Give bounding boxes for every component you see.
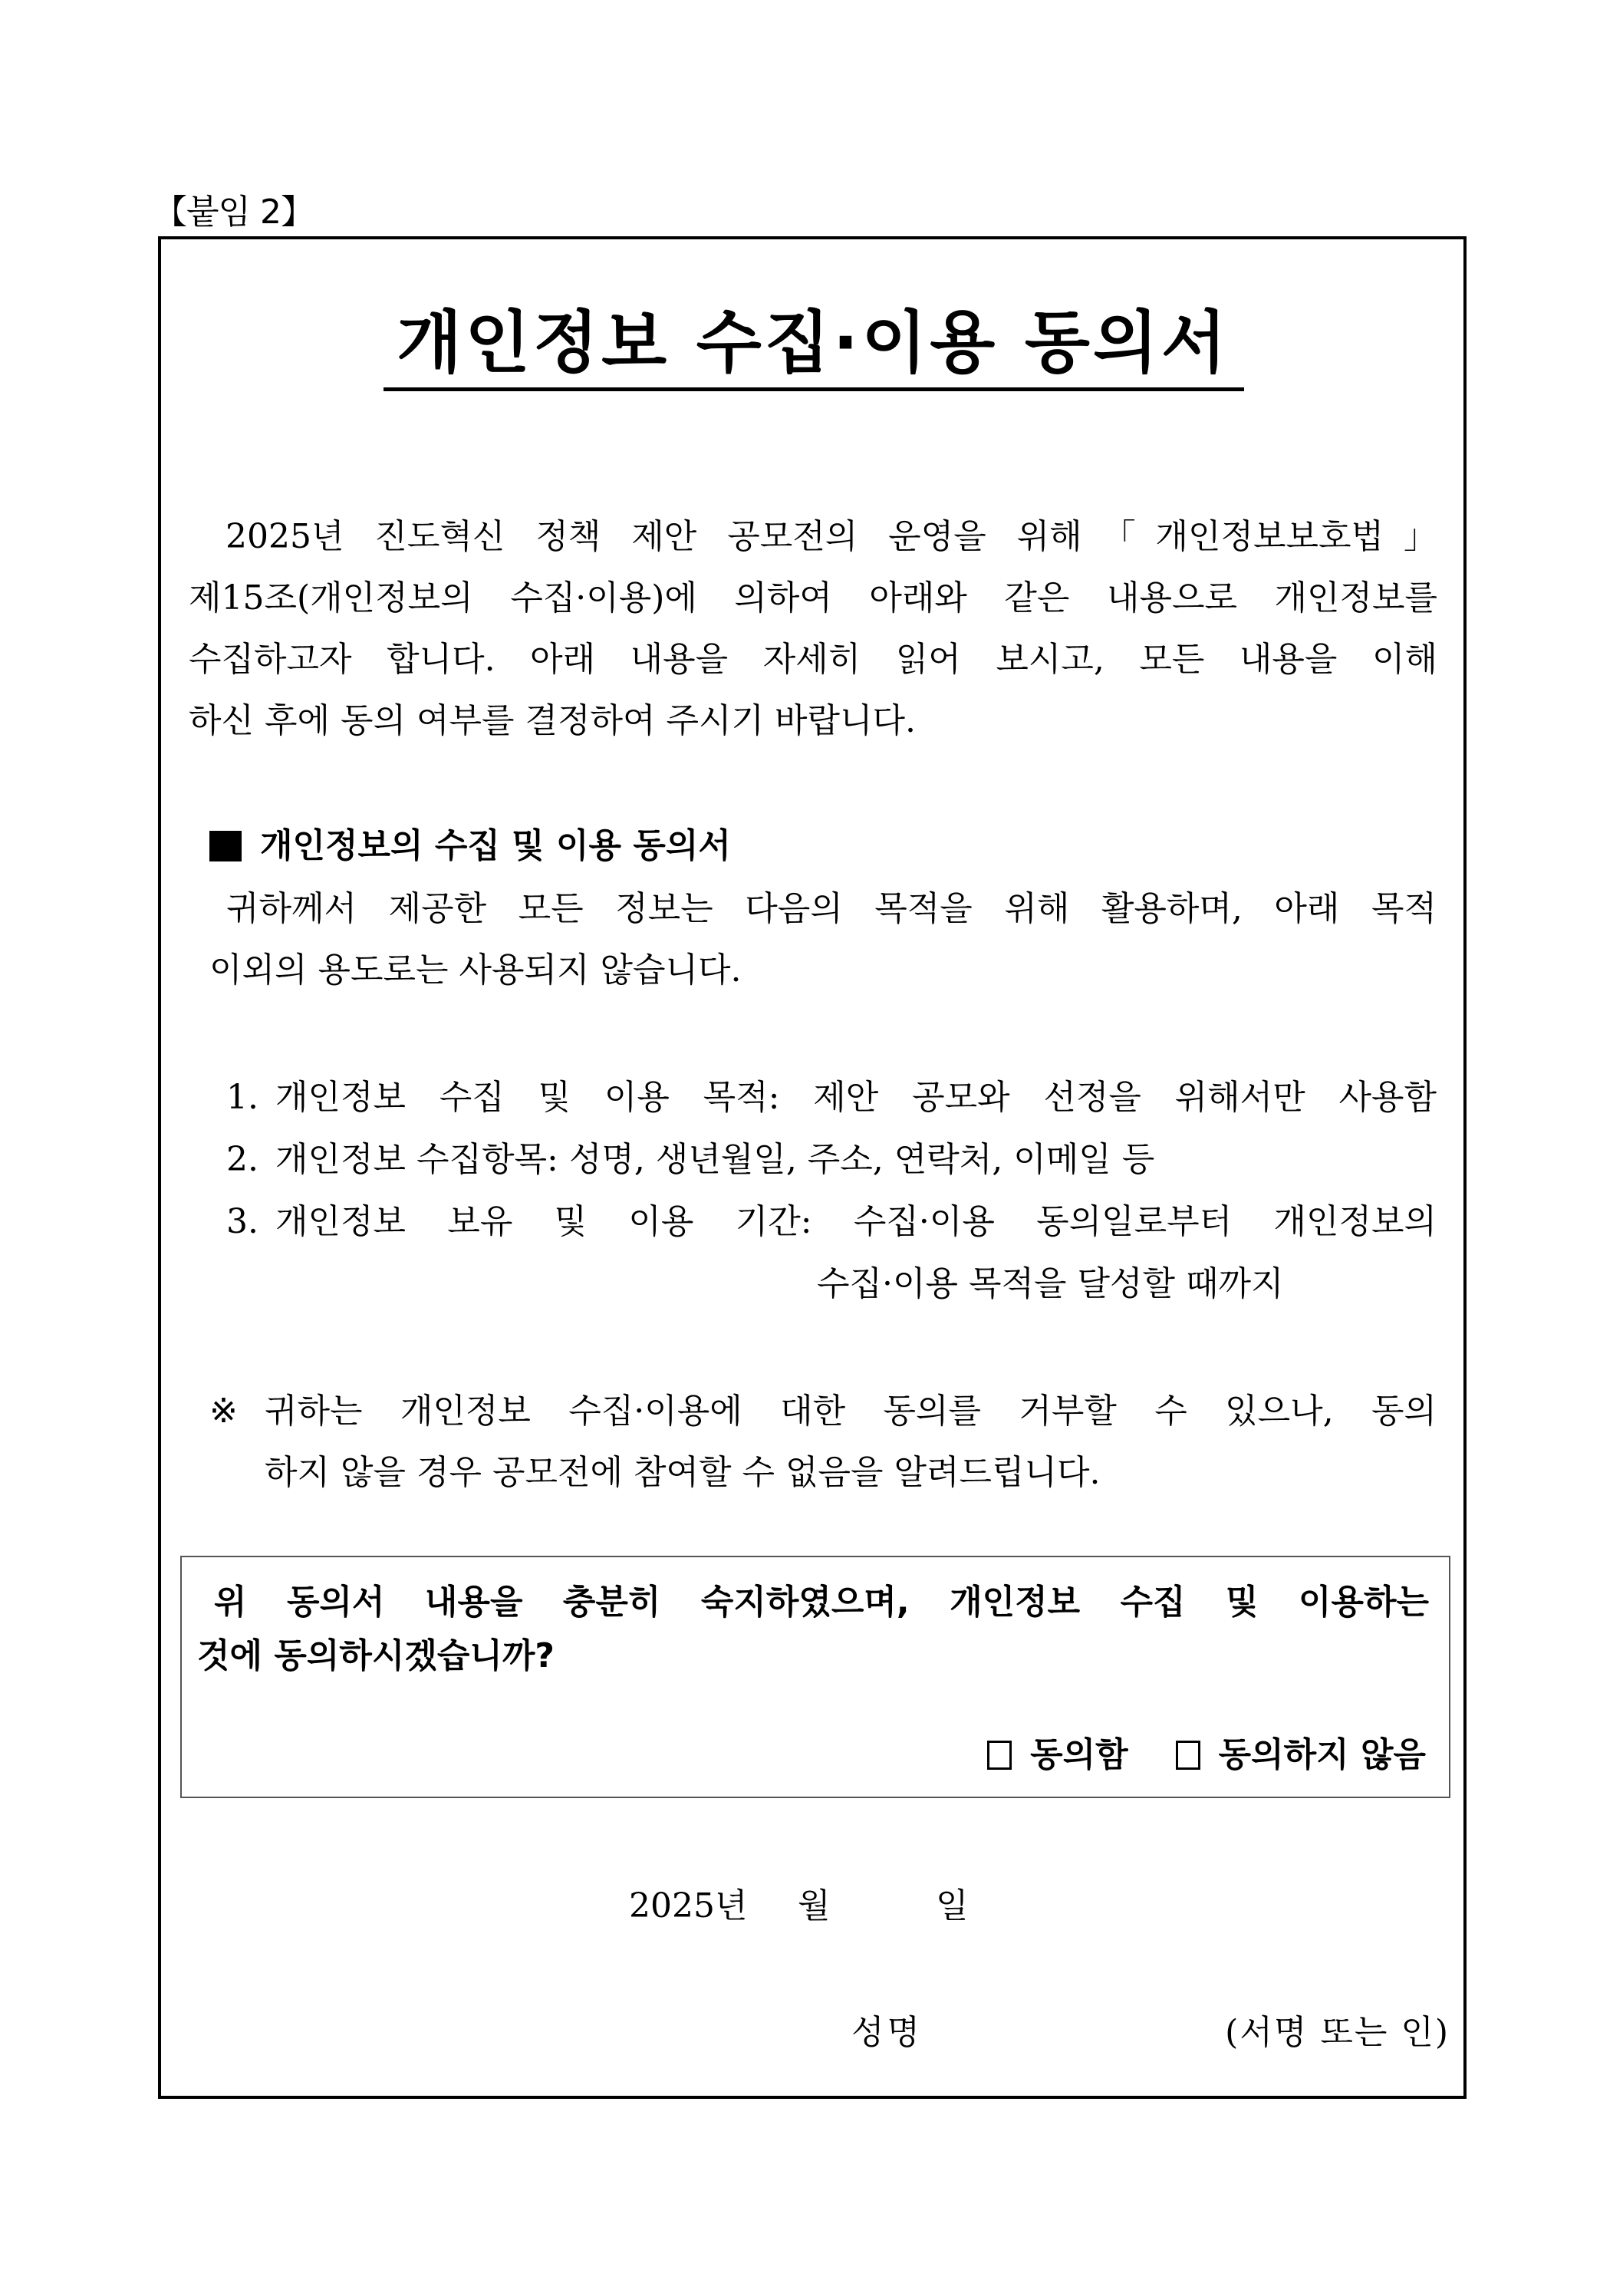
agree-option[interactable] [987,1732,1128,1778]
attachment-label: 【붙임 2】 [153,193,314,232]
date-day-field[interactable]: 일 [936,1886,969,1925]
intro-paragraph [189,506,1437,752]
agree-checkbox[interactable] [987,1741,1012,1770]
black-square-icon [209,831,242,861]
disagree-checkbox[interactable] [1176,1741,1200,1770]
list-item-text: 개인정보 수집 및 이용 목적: 제안 공모와 선정을 위해서만 사용함 [275,1078,1437,1117]
collection-items-list [226,1066,1438,1315]
date-month-field[interactable]: 월 [798,1886,831,1925]
list-item-number: 1. [226,1078,258,1117]
list-item-number: 3. [226,1202,258,1241]
purpose-line: 이외의 용도로는 사용되지 않습니다. [209,950,742,990]
title-underline [384,387,1244,391]
name-label: 성명 [851,2013,923,2052]
list-item [226,1191,1438,1253]
disagree-label: 동의하지 않음 [1218,1735,1426,1774]
section-heading-text: 개인정보의 수집 및 이용 동의서 [260,826,731,865]
consent-question [197,1576,1429,1683]
date-line [629,1883,969,1929]
agree-label: 동의함 [1030,1735,1128,1774]
date-year: 2025년 [629,1886,748,1925]
intro-line: 제15조(개인정보의 수집·이용)에 의하여 아래와 같은 내용으로 개인정보를 [189,578,1437,618]
page-title: 개인정보 수집·이용 동의서 [397,303,1230,382]
purpose-line: 귀하께서 제공한 모든 정보는 다음의 목적을 위해 활용하며, 아래 목적 [226,889,1437,928]
list-item [226,1128,1438,1191]
intro-line: 수집하고자 합니다. 아래 내용을 자세히 읽어 보시고, 모든 내용을 이해 [189,640,1437,679]
list-item-text: 개인정보 수집항목: 성명, 생년월일, 주소, 연락처, 이메일 등 [275,1140,1155,1179]
consent-question-line: 위 동의서 내용을 충분히 숙지하였으며, 개인정보 수집 및 이용하는 [214,1583,1429,1622]
consent-options [987,1732,1426,1778]
refusal-notice [209,1381,1437,1504]
list-item-text: 개인정보 보유 및 이용 기간: 수집·이용 동의일로부터 개인정보의 [275,1202,1437,1241]
signature-hint[interactable]: (서명 또는 인) [1225,2013,1450,2052]
notice-line [209,1381,1437,1442]
consent-box [180,1556,1450,1798]
section-heading [209,819,731,873]
reference-mark-icon: ※ [209,1392,238,1431]
purpose-paragraph [209,878,1437,1001]
list-item-number: 2. [226,1140,258,1179]
notice-line: 하지 않을 경우 공모전에 참여할 수 없음을 알려드립니다. [265,1453,1101,1492]
intro-line: 2025년 진도혁신 정책 제안 공모전의 운영을 위해「개인정보보호법」 [226,517,1437,556]
list-item [226,1066,1438,1128]
consent-question-line: 것에 동의하시겠습니까? [197,1636,555,1675]
list-item-continuation: 수집·이용 목적을 달성할 때까지 [817,1264,1284,1303]
disagree-option[interactable] [1176,1732,1426,1778]
intro-line: 하신 후에 동의 여부를 결정하여 주시기 바랍니다. [189,701,916,740]
notice-text: 귀하는 개인정보 수집·이용에 대한 동의를 거부할 수 있으나, 동의 [265,1392,1437,1431]
